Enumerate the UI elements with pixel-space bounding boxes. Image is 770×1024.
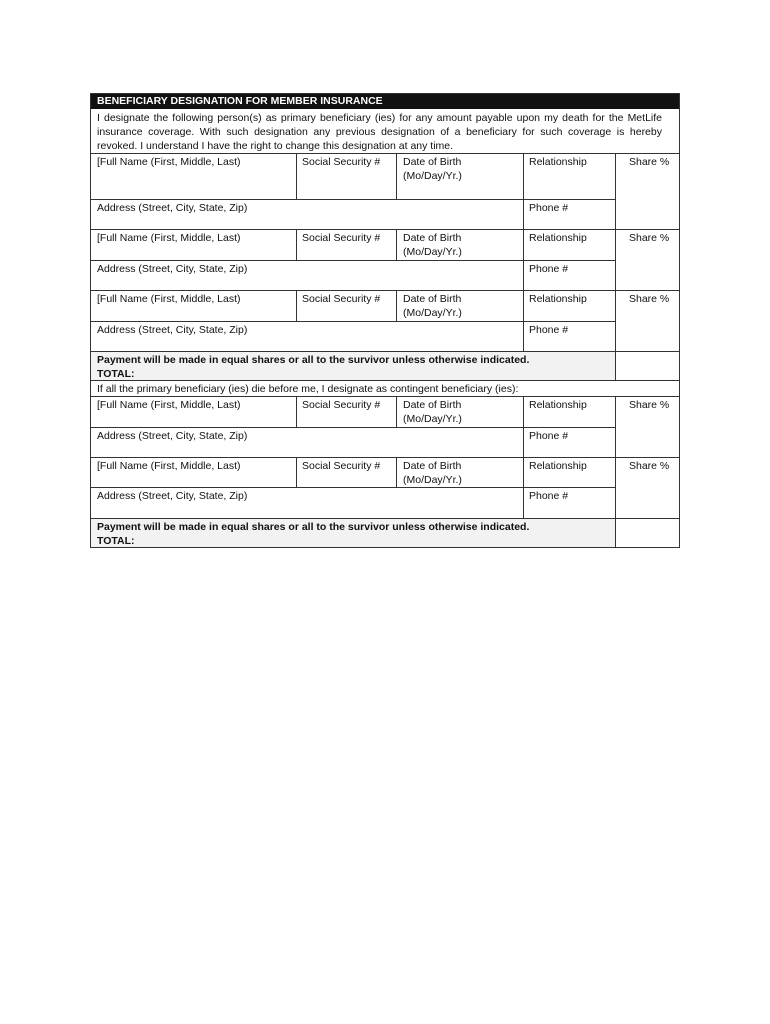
beneficiary-form <box>90 93 680 548</box>
ssn-label: Social Security # <box>302 399 381 411</box>
total-label: TOTAL: <box>97 368 135 380</box>
dob-label: Date of Birth (Mo/Day/Yr.) <box>403 232 462 258</box>
phone-label: Phone # <box>529 263 569 275</box>
form-title: BENEFICIARY DESIGNATION FOR MEMBER INSURANCE <box>91 94 679 109</box>
dob-label: Date of Birth (Mo/Day/Yr.) <box>403 460 462 486</box>
phone-label: Phone # <box>529 202 569 214</box>
share-label: Share % <box>629 460 670 472</box>
address-label: Address (Street, City, State, Zip) <box>97 324 248 336</box>
payment-note: Payment will be made in equal shares or all to the survivor unless otherwise indicated. <box>97 354 530 366</box>
relationship-label: Relationship <box>529 399 587 411</box>
contingent-intro: If all the primary beneficiary (ies) die before me, I designate as contingent beneficiary (ies): <box>97 383 519 395</box>
dob-label: Date of Birth (Mo/Day/Yr.) <box>403 399 462 425</box>
intro-text: I designate the following person(s) as primary beneficiary (ies) for any amount payable upon my death for the MetLife insurance coverage. With such designation any previous designation of a beneficiary for such coverage is hereby revoked. I understand I have the right to change this designation at any time. <box>97 112 662 152</box>
payment-note: Payment will be made in equal shares or all to the survivor unless otherwise indicated. <box>97 521 530 533</box>
ssn-label: Social Security # <box>302 293 381 305</box>
phone-label: Phone # <box>529 430 569 442</box>
full-name-label: [Full Name (First, Middle, Last) <box>97 232 241 244</box>
share-label: Share % <box>629 232 670 244</box>
relationship-label: Relationship <box>529 156 587 168</box>
relationship-label: Relationship <box>529 232 587 244</box>
ssn-label: Social Security # <box>302 460 381 472</box>
address-label: Address (Street, City, State, Zip) <box>97 263 248 275</box>
relationship-label: Relationship <box>529 293 587 305</box>
address-label: Address (Street, City, State, Zip) <box>97 490 248 502</box>
address-label: Address (Street, City, State, Zip) <box>97 202 248 214</box>
relationship-label: Relationship <box>529 460 587 472</box>
share-label: Share % <box>629 156 670 168</box>
ssn-label: Social Security # <box>302 156 381 168</box>
full-name-label: [Full Name (First, Middle, Last) <box>97 399 241 411</box>
full-name-label: [Full Name (First, Middle, Last) <box>97 156 241 168</box>
share-label: Share % <box>629 293 670 305</box>
full-name-label: [Full Name (First, Middle, Last) <box>97 460 241 472</box>
phone-label: Phone # <box>529 490 569 502</box>
phone-label: Phone # <box>529 324 569 336</box>
dob-label: Date of Birth (Mo/Day/Yr.) <box>403 156 462 182</box>
address-label: Address (Street, City, State, Zip) <box>97 430 248 442</box>
share-label: Share % <box>629 399 670 411</box>
full-name-label: [Full Name (First, Middle, Last) <box>97 293 241 305</box>
ssn-label: Social Security # <box>302 232 381 244</box>
total-label: TOTAL: <box>97 535 135 547</box>
dob-label: Date of Birth (Mo/Day/Yr.) <box>403 293 462 319</box>
